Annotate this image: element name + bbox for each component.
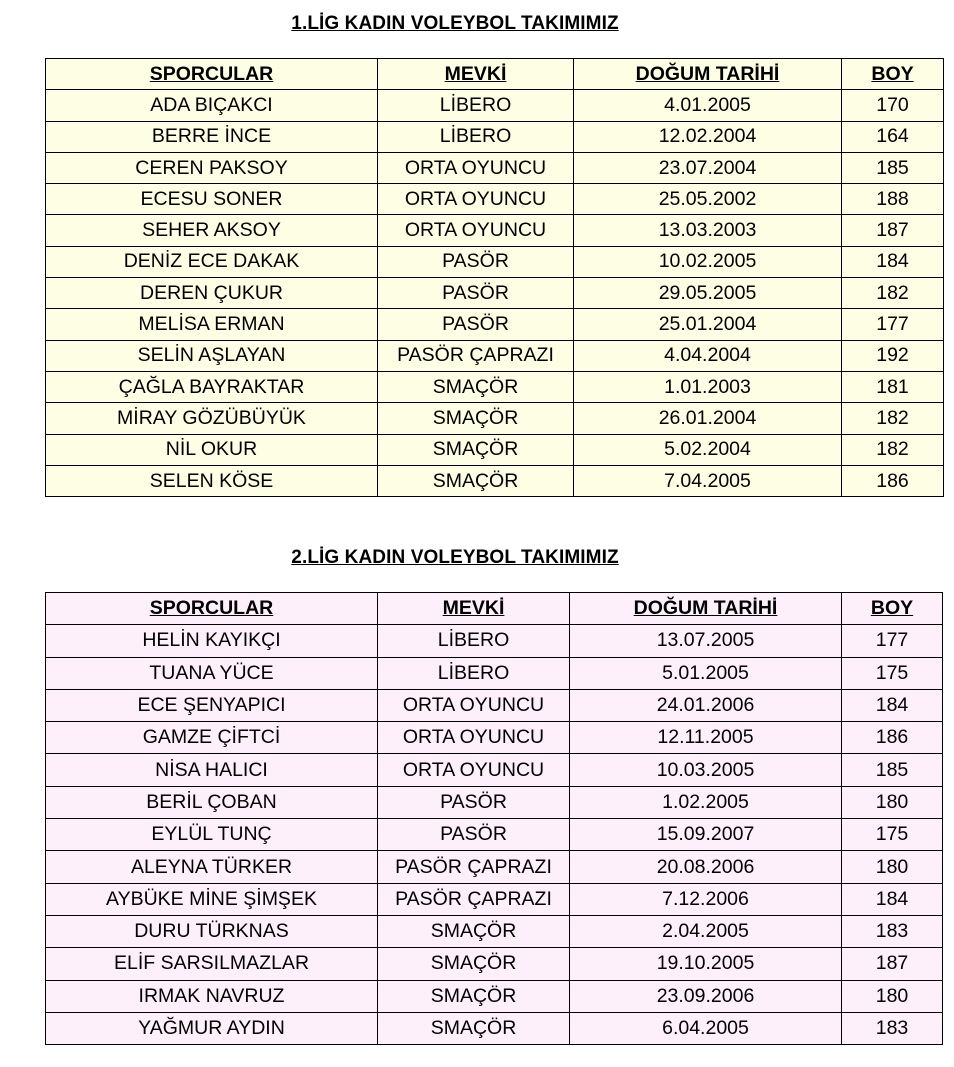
athlete-cell: BERRE İNCE bbox=[46, 121, 378, 152]
birth-date-cell: 19.10.2005 bbox=[570, 948, 842, 980]
athlete-cell: ECESU SONER bbox=[46, 184, 378, 215]
table-row bbox=[46, 948, 943, 980]
position-cell: SMAÇÖR bbox=[378, 915, 570, 947]
birth-date-cell: 5.02.2004 bbox=[574, 434, 842, 465]
athlete-cell: SELEN KÖSE bbox=[46, 465, 378, 496]
table-row bbox=[46, 465, 944, 496]
column-header-birth-date: DOĞUM TARİHİ bbox=[570, 593, 842, 625]
height-cell: 183 bbox=[842, 915, 943, 947]
height-cell: 164 bbox=[842, 121, 944, 152]
position-cell: ORTA OYUNCU bbox=[378, 152, 574, 183]
position-cell: SMAÇÖR bbox=[378, 465, 574, 496]
position-cell: PASÖR bbox=[378, 819, 570, 851]
height-cell: 188 bbox=[842, 184, 944, 215]
height-cell: 180 bbox=[842, 851, 943, 883]
birth-date-cell: 13.07.2005 bbox=[570, 625, 842, 657]
birth-date-cell: 2.04.2005 bbox=[570, 915, 842, 947]
athlete-cell: ADA BIÇAKCI bbox=[46, 90, 378, 121]
athlete-cell: YAĞMUR AYDIN bbox=[46, 1012, 378, 1044]
table-row bbox=[46, 915, 943, 947]
position-cell: SMAÇÖR bbox=[378, 403, 574, 434]
table-header-row bbox=[46, 593, 943, 625]
height-cell: 192 bbox=[842, 340, 944, 371]
team1-roster-table bbox=[45, 58, 944, 497]
table-row bbox=[46, 90, 944, 121]
table-row bbox=[46, 121, 944, 152]
position-cell: SMAÇÖR bbox=[378, 434, 574, 465]
position-cell: LİBERO bbox=[378, 90, 574, 121]
athlete-cell: DURU TÜRKNAS bbox=[46, 915, 378, 947]
table-row bbox=[46, 309, 944, 340]
height-cell: 180 bbox=[842, 980, 943, 1012]
athlete-cell: SEHER AKSOY bbox=[46, 215, 378, 246]
birth-date-cell: 25.05.2002 bbox=[574, 184, 842, 215]
column-header-height: BOY bbox=[842, 59, 944, 90]
athlete-cell: ÇAĞLA BAYRAKTAR bbox=[46, 371, 378, 402]
column-header-athlete: SPORCULAR bbox=[46, 59, 378, 90]
birth-date-cell: 25.01.2004 bbox=[574, 309, 842, 340]
table-row bbox=[46, 152, 944, 183]
height-cell: 181 bbox=[842, 371, 944, 402]
position-cell: ORTA OYUNCU bbox=[378, 722, 570, 754]
height-cell: 175 bbox=[842, 657, 943, 689]
column-header-birth-date: DOĞUM TARİHİ bbox=[574, 59, 842, 90]
birth-date-cell: 1.01.2003 bbox=[574, 371, 842, 402]
table-row bbox=[46, 883, 943, 915]
height-cell: 187 bbox=[842, 948, 943, 980]
height-cell: 186 bbox=[842, 465, 944, 496]
position-cell: PASÖR bbox=[378, 246, 574, 277]
athlete-cell: NİL OKUR bbox=[46, 434, 378, 465]
table-row bbox=[46, 371, 944, 402]
athlete-cell: ALEYNA TÜRKER bbox=[46, 851, 378, 883]
birth-date-cell: 1.02.2005 bbox=[570, 786, 842, 818]
height-cell: 180 bbox=[842, 786, 943, 818]
column-header-position: MEVKİ bbox=[378, 593, 570, 625]
team2-roster-table bbox=[45, 592, 943, 1045]
athlete-cell: DEREN ÇUKUR bbox=[46, 278, 378, 309]
table-row bbox=[46, 215, 944, 246]
table-row bbox=[46, 754, 943, 786]
athlete-cell: ELİF SARSILMAZLAR bbox=[46, 948, 378, 980]
table-row bbox=[46, 403, 944, 434]
birth-date-cell: 7.12.2006 bbox=[570, 883, 842, 915]
table-row bbox=[46, 246, 944, 277]
athlete-cell: HELİN KAYIKÇI bbox=[46, 625, 378, 657]
athlete-cell: SELİN AŞLAYAN bbox=[46, 340, 378, 371]
height-cell: 184 bbox=[842, 689, 943, 721]
height-cell: 182 bbox=[842, 434, 944, 465]
birth-date-cell: 23.09.2006 bbox=[570, 980, 842, 1012]
table-row bbox=[46, 851, 943, 883]
athlete-cell: IRMAK NAVRUZ bbox=[46, 980, 378, 1012]
birth-date-cell: 13.03.2003 bbox=[574, 215, 842, 246]
position-cell: LİBERO bbox=[378, 625, 570, 657]
height-cell: 177 bbox=[842, 309, 944, 340]
height-cell: 175 bbox=[842, 819, 943, 851]
birth-date-cell: 10.02.2005 bbox=[574, 246, 842, 277]
position-cell: ORTA OYUNCU bbox=[378, 689, 570, 721]
birth-date-cell: 5.01.2005 bbox=[570, 657, 842, 689]
table-row bbox=[46, 819, 943, 851]
table-header-row bbox=[46, 59, 944, 90]
athlete-cell: CEREN PAKSOY bbox=[46, 152, 378, 183]
athlete-cell: EYLÜL TUNÇ bbox=[46, 819, 378, 851]
position-cell: PASÖR ÇAPRAZI bbox=[378, 851, 570, 883]
height-cell: 186 bbox=[842, 722, 943, 754]
height-cell: 184 bbox=[842, 883, 943, 915]
position-cell: PASÖR ÇAPRAZI bbox=[378, 340, 574, 371]
position-cell: ORTA OYUNCU bbox=[378, 754, 570, 786]
athlete-cell: MİRAY GÖZÜBÜYÜK bbox=[46, 403, 378, 434]
position-cell: ORTA OYUNCU bbox=[378, 184, 574, 215]
birth-date-cell: 24.01.2006 bbox=[570, 689, 842, 721]
height-cell: 184 bbox=[842, 246, 944, 277]
position-cell: PASÖR bbox=[378, 786, 570, 818]
position-cell: LİBERO bbox=[378, 657, 570, 689]
height-cell: 177 bbox=[842, 625, 943, 657]
birth-date-cell: 23.07.2004 bbox=[574, 152, 842, 183]
birth-date-cell: 7.04.2005 bbox=[574, 465, 842, 496]
birth-date-cell: 29.05.2005 bbox=[574, 278, 842, 309]
height-cell: 187 bbox=[842, 215, 944, 246]
athlete-cell: MELİSA ERMAN bbox=[46, 309, 378, 340]
athlete-cell: DENİZ ECE DAKAK bbox=[46, 246, 378, 277]
height-cell: 185 bbox=[842, 152, 944, 183]
table-row bbox=[46, 722, 943, 754]
birth-date-cell: 15.09.2007 bbox=[570, 819, 842, 851]
height-cell: 170 bbox=[842, 90, 944, 121]
table-row bbox=[46, 1012, 943, 1044]
birth-date-cell: 26.01.2004 bbox=[574, 403, 842, 434]
birth-date-cell: 4.04.2004 bbox=[574, 340, 842, 371]
position-cell: LİBERO bbox=[378, 121, 574, 152]
birth-date-cell: 12.02.2004 bbox=[574, 121, 842, 152]
table-row bbox=[46, 184, 944, 215]
athlete-cell: ECE ŞENYAPICI bbox=[46, 689, 378, 721]
table-row bbox=[46, 625, 943, 657]
height-cell: 183 bbox=[842, 1012, 943, 1044]
table-row bbox=[46, 340, 944, 371]
position-cell: SMAÇÖR bbox=[378, 980, 570, 1012]
column-header-position: MEVKİ bbox=[378, 59, 574, 90]
position-cell: SMAÇÖR bbox=[378, 1012, 570, 1044]
column-header-height: BOY bbox=[842, 593, 943, 625]
athlete-cell: NİSA HALICI bbox=[46, 754, 378, 786]
position-cell: SMAÇÖR bbox=[378, 371, 574, 402]
position-cell: SMAÇÖR bbox=[378, 948, 570, 980]
team2-title: 2.LİG KADIN VOLEYBOL TAKIMIMIZ bbox=[291, 547, 619, 568]
team1-title: 1.LİG KADIN VOLEYBOL TAKIMIMIZ bbox=[291, 13, 619, 34]
birth-date-cell: 6.04.2005 bbox=[570, 1012, 842, 1044]
athlete-cell: AYBÜKE MİNE ŞİMŞEK bbox=[46, 883, 378, 915]
position-cell: PASÖR bbox=[378, 309, 574, 340]
birth-date-cell: 20.08.2006 bbox=[570, 851, 842, 883]
position-cell: ORTA OYUNCU bbox=[378, 215, 574, 246]
table-row bbox=[46, 657, 943, 689]
height-cell: 185 bbox=[842, 754, 943, 786]
height-cell: 182 bbox=[842, 278, 944, 309]
birth-date-cell: 10.03.2005 bbox=[570, 754, 842, 786]
table-row bbox=[46, 980, 943, 1012]
athlete-cell: BERİL ÇOBAN bbox=[46, 786, 378, 818]
table-row bbox=[46, 689, 943, 721]
athlete-cell: TUANA YÜCE bbox=[46, 657, 378, 689]
position-cell: PASÖR ÇAPRAZI bbox=[378, 883, 570, 915]
height-cell: 182 bbox=[842, 403, 944, 434]
athlete-cell: GAMZE ÇİFTCİ bbox=[46, 722, 378, 754]
table-row bbox=[46, 434, 944, 465]
table-row bbox=[46, 786, 943, 818]
position-cell: PASÖR bbox=[378, 278, 574, 309]
table-row bbox=[46, 278, 944, 309]
birth-date-cell: 12.11.2005 bbox=[570, 722, 842, 754]
birth-date-cell: 4.01.2005 bbox=[574, 90, 842, 121]
column-header-athlete: SPORCULAR bbox=[46, 593, 378, 625]
